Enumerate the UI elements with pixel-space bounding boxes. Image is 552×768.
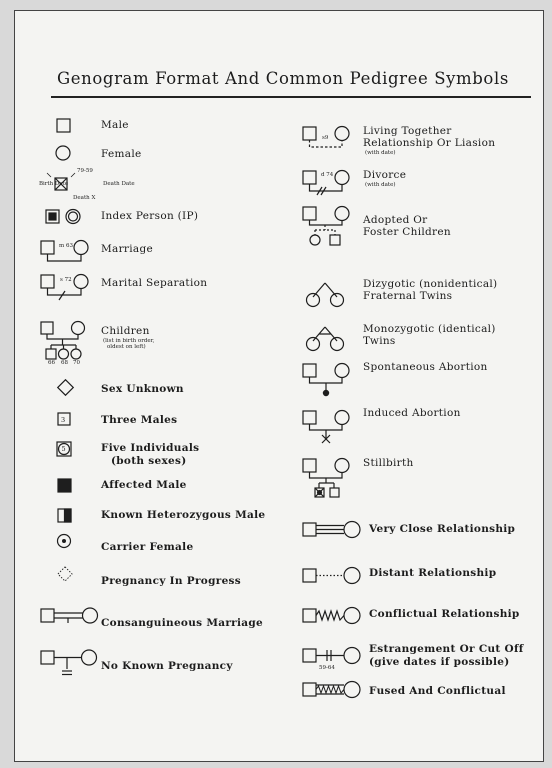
label-distant: Distant Relationship [369, 567, 497, 579]
conflictual-relationship-icon [303, 608, 360, 624]
living-together-note: s9 [322, 135, 329, 141]
stillbirth-icon [303, 459, 349, 498]
label-dizygotic: Dizygotic (nonidentical) [363, 278, 498, 290]
label-very-close: Very Close Relationship [369, 523, 516, 535]
child-year-3: 70 [73, 360, 80, 366]
very-close-relationship-icon [303, 522, 360, 538]
three-males-count: 3 [61, 416, 66, 424]
distant-relationship-icon [303, 568, 360, 584]
label-separation: Marital Separation [101, 277, 208, 289]
label-estrangement: Estrangement Or Cut Off [369, 643, 524, 655]
label-children-sub1: (list in birth order, [103, 338, 155, 344]
death-mark-label: Death X [73, 195, 96, 201]
label-divorce: Divorce [363, 169, 407, 181]
birth-date-label: Birth Date [39, 181, 69, 187]
adopted-children-icon [303, 207, 349, 246]
label-heterozygous: Known Heterozygous Male [101, 509, 266, 521]
children-icon [41, 322, 85, 360]
index-person-icon [46, 210, 80, 224]
label-marriage: Marriage [101, 243, 154, 255]
label-fused: Fused And Conflictual [369, 685, 506, 697]
female-circle-icon [56, 146, 70, 160]
label-three-males: Three Males [101, 414, 178, 426]
no-known-pregnancy-icon [41, 650, 97, 675]
child-year-1: 66 [48, 360, 55, 366]
label-dizygotic-2: Fraternal Twins [363, 290, 453, 302]
divorce-note: d 74 [321, 172, 334, 178]
label-stillbirth: Stillbirth [363, 457, 414, 469]
label-children: Children [101, 325, 150, 337]
label-monozygotic-2: Twins [363, 335, 396, 347]
label-adopted-2: Foster Children [363, 226, 451, 238]
page [14, 10, 544, 762]
child-year-2: 68 [61, 360, 68, 366]
pregnancy-triangle-icon [58, 567, 72, 581]
label-induced: Induced Abortion [363, 407, 461, 419]
label-consanguineous: Consanguineous Marriage [101, 617, 264, 629]
fused-conflictual-icon [303, 682, 360, 698]
label-living-together: Living Together [363, 125, 452, 137]
label-no-pregnancy: No Known Pregnancy [101, 660, 233, 672]
estrangement-cutoff-icon [303, 648, 360, 664]
label-conflictual: Conflictual Relationship [369, 608, 520, 620]
five-individuals-count: 5 [61, 445, 66, 453]
label-index-person: Index Person (IP) [101, 210, 199, 222]
male-square-icon [57, 119, 70, 132]
heterozygous-male-icon [58, 509, 71, 522]
label-carrier-female: Carrier Female [101, 541, 194, 553]
label-divorce-sub: (with date) [365, 182, 396, 188]
estrangement-years: 59-64 [319, 665, 335, 671]
induced-abortion-icon [303, 411, 349, 444]
death-date-label: Death Date [103, 181, 135, 187]
page-title: Genogram Format And Common Pedigree Symbols [57, 69, 509, 88]
label-adopted: Adopted Or [363, 214, 428, 226]
label-living-together-sub: (with date) [365, 150, 396, 156]
carrier-female-icon [58, 535, 71, 548]
consanguineous-marriage-icon [41, 608, 98, 623]
label-male: Male [101, 119, 129, 131]
label-pregnancy: Pregnancy In Progress [101, 575, 241, 587]
monozygotic-twins-icon [307, 327, 344, 351]
death-years: 79-59 [77, 168, 93, 174]
label-five-individuals-2: (both sexes) [111, 455, 187, 467]
label-estrangement-2: (give dates if possible) [369, 656, 510, 668]
separation-note: s 72 [60, 277, 72, 283]
label-female: Female [101, 148, 142, 160]
label-children-sub2: oldest on left) [107, 344, 146, 350]
label-five-individuals: Five Individuals [101, 442, 200, 454]
label-spontaneous: Spontaneous Abortion [363, 361, 488, 373]
spontaneous-abortion-icon [303, 364, 349, 396]
affected-male-icon [58, 479, 71, 492]
label-sex-unknown: Sex Unknown [101, 383, 184, 395]
label-monozygotic: Monozygotic (identical) [363, 323, 496, 335]
label-affected-male: Affected Male [101, 479, 187, 491]
dizygotic-twins-icon [307, 283, 344, 307]
sex-unknown-diamond-icon [58, 380, 74, 396]
label-living-together-2: Relationship Or Liasion [363, 137, 496, 149]
marriage-note: m 63 [59, 243, 73, 249]
